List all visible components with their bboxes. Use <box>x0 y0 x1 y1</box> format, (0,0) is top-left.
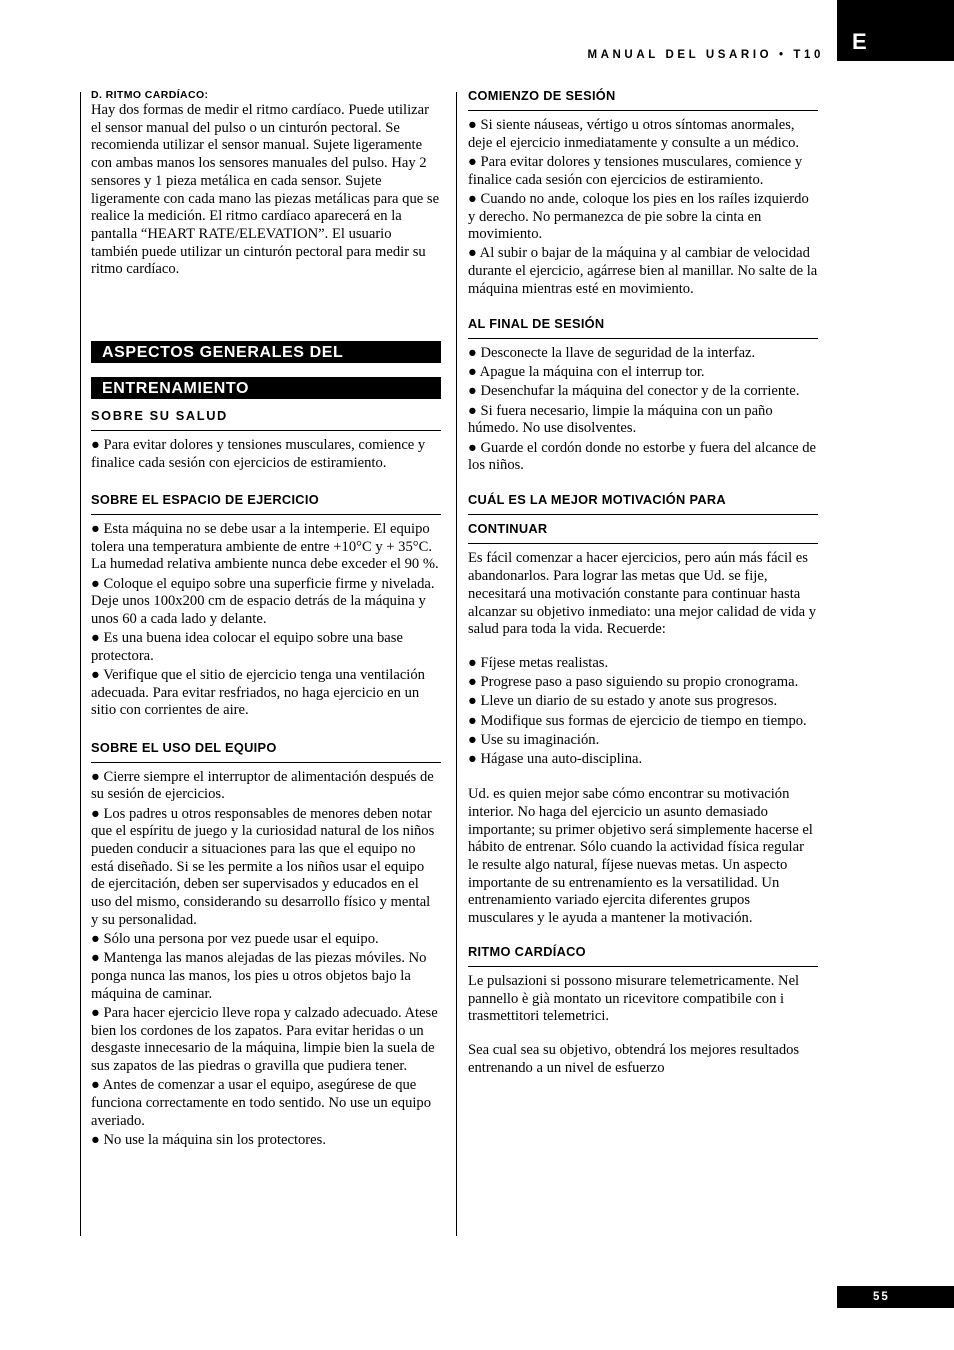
motivation-heading-line1: CUÁL ES LA MEJOR MOTIVACIÓN PARA <box>468 492 818 515</box>
spacer <box>468 928 818 944</box>
spacer <box>91 474 441 492</box>
left-column-rule <box>80 92 81 1236</box>
spacer <box>91 722 441 740</box>
spacer <box>468 1026 818 1042</box>
session-start-heading: COMIENZO DE SESIÓN <box>468 88 818 111</box>
list-item: ● Modifique sus formas de ejercicio de tiempo en tiempo. <box>468 712 807 729</box>
spacer <box>91 363 441 377</box>
list-item: ● Lleve un diario de su estado y anote sus progresos. <box>468 693 778 710</box>
language-tab <box>837 0 954 61</box>
heart-rate-paragraph-2: Sea cual sea su objetivo, obtendrá los mejores resultados entrenando a un nivel de esfuerzo <box>468 1041 800 1076</box>
list-item: ● Verifique que el sitio de ejercicio tenga una ventilación adecuada. Para evitar resfriados, no haga ejercicio en un sitio con corrientes de aire. <box>91 667 425 719</box>
list-item: ● Hágase una auto-disciplina. <box>468 750 643 767</box>
list-item: ● Mantenga las manos alejadas de las piezas móviles. No ponga nunca las manos, los pies u otros objetos bajo la máquina de caminar. <box>91 950 427 1002</box>
list-item: ● Sólo una persona por vez puede usar el equipo. <box>91 931 379 947</box>
heart-rate-heading-right: RITMO CARDÍACO <box>468 944 818 967</box>
list-item: ● Apague la máquina con el interrup tor. <box>468 364 705 381</box>
list-item: ● Si siente náuseas, vértigo u otros síntomas anormales, deje el ejercicio inmediatamente y consulte a un médico. <box>468 117 800 151</box>
equipment-use-heading: SOBRE EL USO DEL EQUIPO <box>91 740 441 763</box>
list-item: ● Guarde el cordón donde no estorbe y fuera del alcance de los niños. <box>468 439 816 474</box>
section-banner-line2: ENTRENAMIENTO <box>91 377 441 399</box>
list-item: ● Es una buena idea colocar el equipo sobre una base protectora. <box>91 630 403 664</box>
left-column <box>91 88 441 1151</box>
spacer <box>468 639 818 655</box>
motivation-heading-line2: CONTINUAR <box>468 521 818 544</box>
spacer <box>468 476 818 492</box>
heart-rate-paragraph: Hay dos formas de medir el ritmo cardíaco. Puede utilizar el sensor manual del pulso o un cinturón pectoral. Se recomienda utilizar el sensor manual. Sujete ligeramente con ambas manos los sensores manuales del pulso. Hay 2 sensores y 1 pieza metálica en cada sensor. Sujete ligeramente con cada mano las piezas metálicas para que se realice la medición. El ritmo cardíaco aparecerá en la pantalla “HEART RATE/ELEVATION”. El usuario también puede utilizar un cinturón pectoral para medir su ritmo cardíaco. <box>91 102 440 278</box>
motivation-intro: Es fácil comenzar a hacer ejercicios, pero aún más fácil es abandonarlos. Para lograr las metas que Ud. se fije, necesitará una motivación constante para continuar hasta alcanzar su objetivo inmediato: una mejor calidad de vida y salud para toda la vida. Recuerde: <box>468 550 817 638</box>
motivation-outro: Ud. es quien mejor sabe cómo encontrar su motivación interior. No haga del ejercicio un asunto demasiado importante; su primer objetivo será simplemente hacerse el hábito de entrenar. Sólo cuando la actividad física regular le resulte algo natural, fíjese nuevas metas. Un aspecto importante de su entrenamiento es la versatilidad. Un entrenamiento variado ejercita diferentes grupos musculares y le ayuda a mantener la motivación. <box>468 786 813 927</box>
list-item: ● No use la máquina sin los protectores. <box>91 1131 326 1148</box>
list-item: ● Para evitar dolores y tensiones musculares, comience y finalice cada sesión con ejercicios de estiramiento. <box>468 153 803 188</box>
right-column <box>468 88 818 1077</box>
exercise-space-heading: SOBRE EL ESPACIO DE EJERCICIO <box>91 492 441 515</box>
spacer <box>91 399 441 408</box>
list-item: ● Cuando no ande, coloque los pies en los raíles izquierdo y derecho. No permanezca de pie sobre la cinta en movimiento. <box>468 190 809 243</box>
list-item: ● Antes de comenzar a usar el equipo, asegúrese de que funciona correctamente en todo sentido. No use un equipo averiado. <box>91 1077 432 1129</box>
list-item: ● Los padres u otros responsables de menores deben notar que el espíritu de juego y la curiosidad natural de los niños pueden conducir a situaciones para las que el equipo no está diseñado. Si se les permite a los niños usar el equipo de ejercitación, deben ser supervisados y educados en el uso del mismo, considerando su desarrollo físico y mental y su personalidad. <box>91 805 435 928</box>
spacer <box>91 279 441 341</box>
health-heading: SOBRE SU SALUD <box>91 408 441 431</box>
list-item: ● Desenchufar la máquina del conector y de la corriente. <box>468 383 800 400</box>
page-number: 55 <box>837 1286 954 1308</box>
list-item: ● Si fuera necesario, limpie la máquina con un paño húmedo. No use disolventes. <box>468 402 773 437</box>
list-item: ● Para evitar dolores y tensiones musculares, comience y finalice cada sesión con ejercicios de estiramiento. <box>91 437 426 471</box>
running-header-title: MANUAL DEL USARIO • T10 <box>587 49 824 61</box>
list-item: ● Al subir o bajar de la máquina y al cambiar de velocidad durante el ejercicio, agárrese bien al manillar. No salte de la máquina mientras esté en movimiento. <box>468 245 818 297</box>
list-item: ● Fíjese metas realistas. <box>468 654 609 671</box>
heart-rate-heading: D. RITMO CARDÍACO: <box>91 89 209 101</box>
list-item: ● Coloque el equipo sobre una superficie firme y nivelada. Deje unos 100x200 cm de espacio detrás de la máquina y unos 60 a cada lado y delante. <box>91 575 435 627</box>
right-column-rule <box>456 92 457 1236</box>
spacer <box>468 770 818 786</box>
list-item: ● Progrese paso a paso siguiendo su propio cronograma. <box>468 674 799 691</box>
language-label: E <box>852 29 867 54</box>
section-banner-line1: ASPECTOS GENERALES DEL <box>91 341 441 363</box>
list-item: ● Use su imaginación. <box>468 731 600 748</box>
spacer <box>468 300 818 316</box>
list-item: ● Cierre siempre el interruptor de alimentación después de su sesión de ejercicios. <box>91 768 434 803</box>
session-end-heading: AL FINAL DE SESIÓN <box>468 316 818 339</box>
heart-rate-paragraph-1: Le pulsazioni si possono misurare telemetricamente. Nel pannello è già montato un ricevitore compatibile con i trasmettitori telemetrici. <box>468 972 800 1025</box>
list-item: ● Esta máquina no se debe usar a la intemperie. El equipo tolera una temperatura ambiente de entre +10°C y + 35°C. La humedad relativa ambiente nunca debe exceder el 90 %. <box>91 520 439 573</box>
list-item: ● Para hacer ejercicio lleve ropa y calzado adecuado. Atese bien los cordones de los zapatos. Para evitar heridas o un desgaste innecesario de la máquina, limpie bien la suela de sus zapatos de las piedras o gravilla que pudiera tener. <box>91 1004 438 1074</box>
list-item: ● Desconecte la llave de seguridad de la interfaz. <box>468 345 756 362</box>
